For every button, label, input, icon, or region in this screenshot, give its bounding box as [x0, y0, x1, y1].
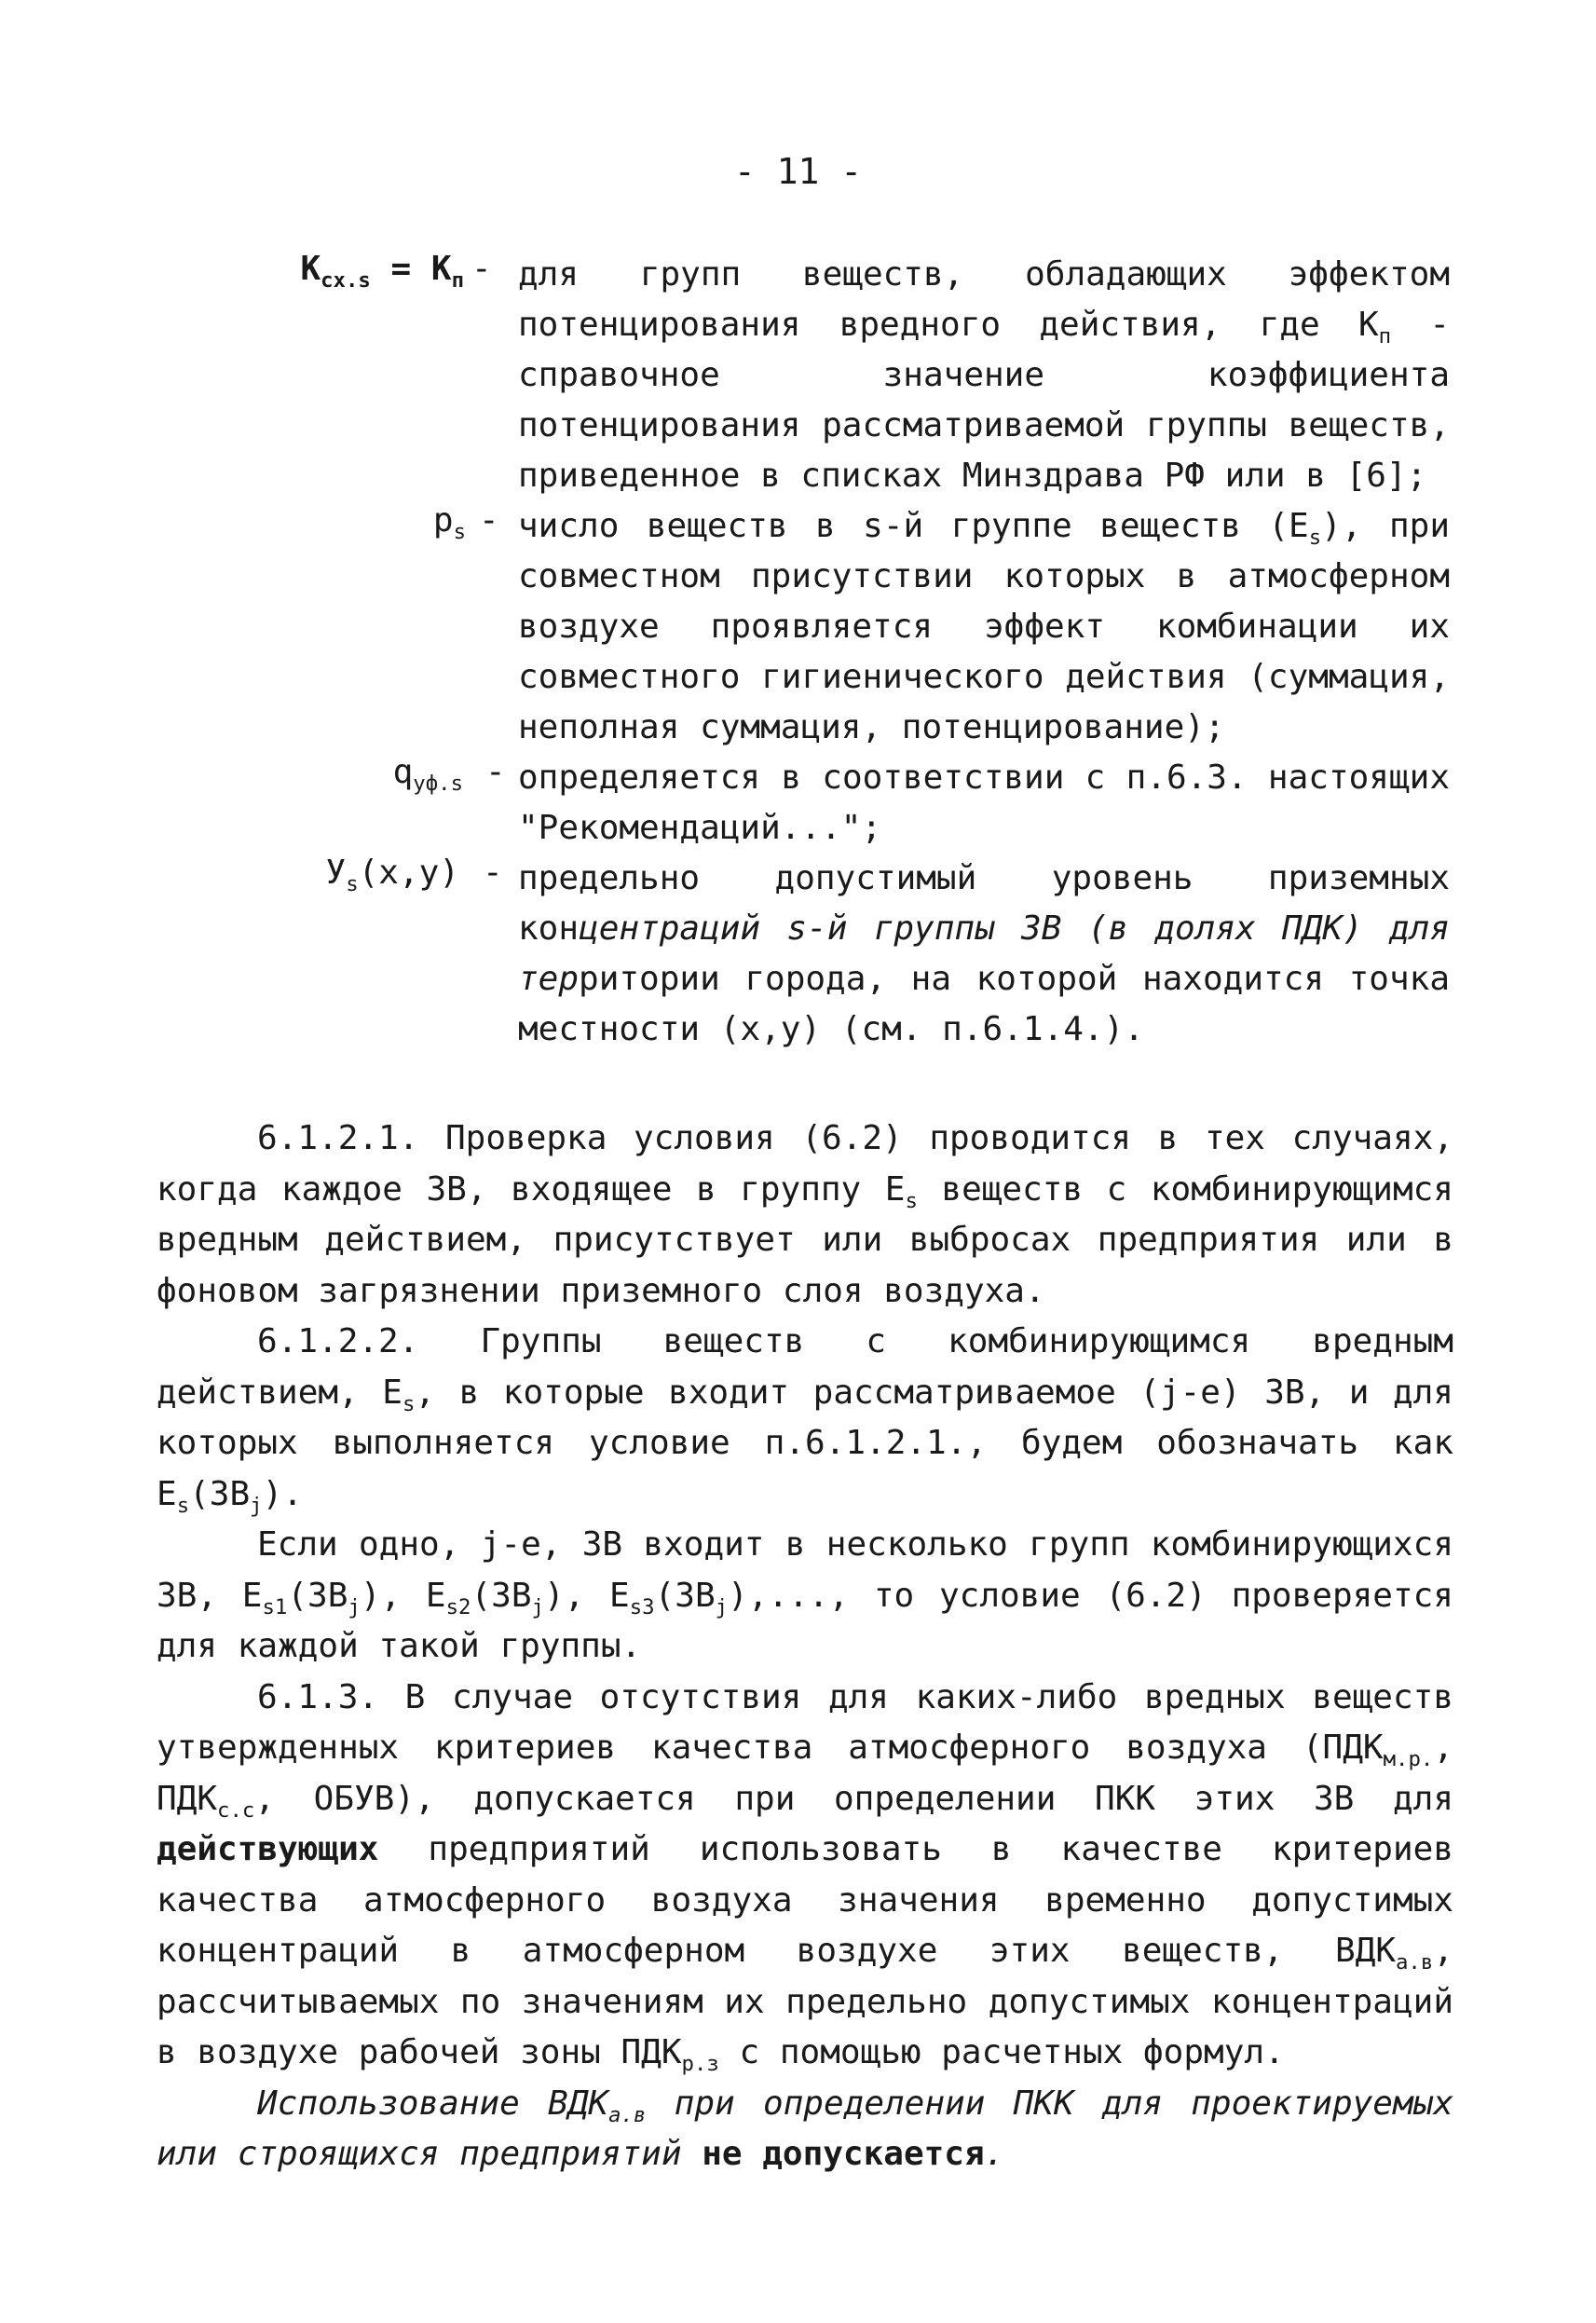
definition-symbol: $У_s(x,у)$: [325, 854, 459, 897]
page-number: - 11 -: [733, 151, 863, 192]
paragraph-vdk-usage: Использование $ВДК_{а.в}$ при определении ПКК для проектируемых или строящихся предприятий не допускается.: [157, 2084, 1453, 2173]
definition-dash: -: [483, 854, 503, 892]
paragraph-6-1-2-2: 6.1.2.2. Группы веществ с комбинирующимся вредным действием, $E_s$, в которые входит рассматриваемое (j-е) ЗВ, и для которых выполняется условие п.6.1.2.1., будем обозначать как $E_s(ЗВ_j)$.: [157, 1322, 1453, 1518]
definition-dash: -: [471, 250, 492, 288]
definition-text: число веществ в s-й группе веществ $(E_s)$, при совместном присутствии которых в атмосферном воздухе проявляется эффект комбинации их совместного гигиенического действия (суммация, неполная суммация, потенцирование);: [518, 507, 1450, 746]
definition-symbol: $q_{уф.s}$: [392, 753, 463, 797]
paragraph-6-1-3: 6.1.3. В случае отсутствия для каких-либо вредных веществ утвержденных критериев качества атмосферного воздуха ($ПДК_{м.р.}$, $ПДК_{с.с}$, ОБУВ), допускается при определении ПКК этих ЗВ для действующих предприятий использовать в качестве критериев качества атмосферного воздуха значения временно допустимых концентраций в атмосферном воздухе этих веществ, $ВДК_{а.в}$, рассчитываемых по значениям их предельно допустимых концентраций в воздухе рабочей зоны $ПДК_{р.з}$ с помощью расчетных формул.: [157, 1677, 1453, 2077]
definition-text: определяется в соответствии с п.6.3. настоящих "Рекомендаций...";: [518, 758, 1450, 847]
definition-dash: -: [479, 501, 499, 540]
definition-symbol: $K_{сх.s} = K_п$: [300, 250, 464, 294]
definition-symbol: $p_s$: [432, 501, 466, 545]
paragraph-6-1-2-1: 6.1.2.1. Проверка условия (6.2) проводится в тех случаях, когда каждое ЗВ, входящее в группу $E_s$ веществ с комбинирующимся вредным действием, присутствует или выбросах предприятия или в фоновом загрязнении приземного слоя воздуха.: [157, 1119, 1453, 1310]
paragraph-multiple-groups: Если одно, j-е, ЗВ входит в несколько групп комбинирующихся ЗВ, $E_{s1}(ЗВ_j)$, $E_{s2}(ЗВ_j)$, $E_{s3}(ЗВ_j)$,..., то условие (6.2) проверяется для каждой такой группы.: [157, 1525, 1453, 1665]
definition-text: предельно допустимый уровень приземных концентраций s-й группы ЗВ (в долях ПДК) для территории города, на которой находится точка местности (x,у) (см. п.6.1.4.).: [518, 859, 1450, 1048]
definition-dash: -: [485, 753, 506, 791]
definition-text: для групп веществ, обладающих эффектом потенцирования вредного действия, где $K_п$ - справочное значение коэффициента потенцирования рассматриваемой группы веществ, приведенное в списках Минздрава РФ или в [6];: [518, 255, 1450, 495]
body-text: [157, 1114, 1453, 2180]
